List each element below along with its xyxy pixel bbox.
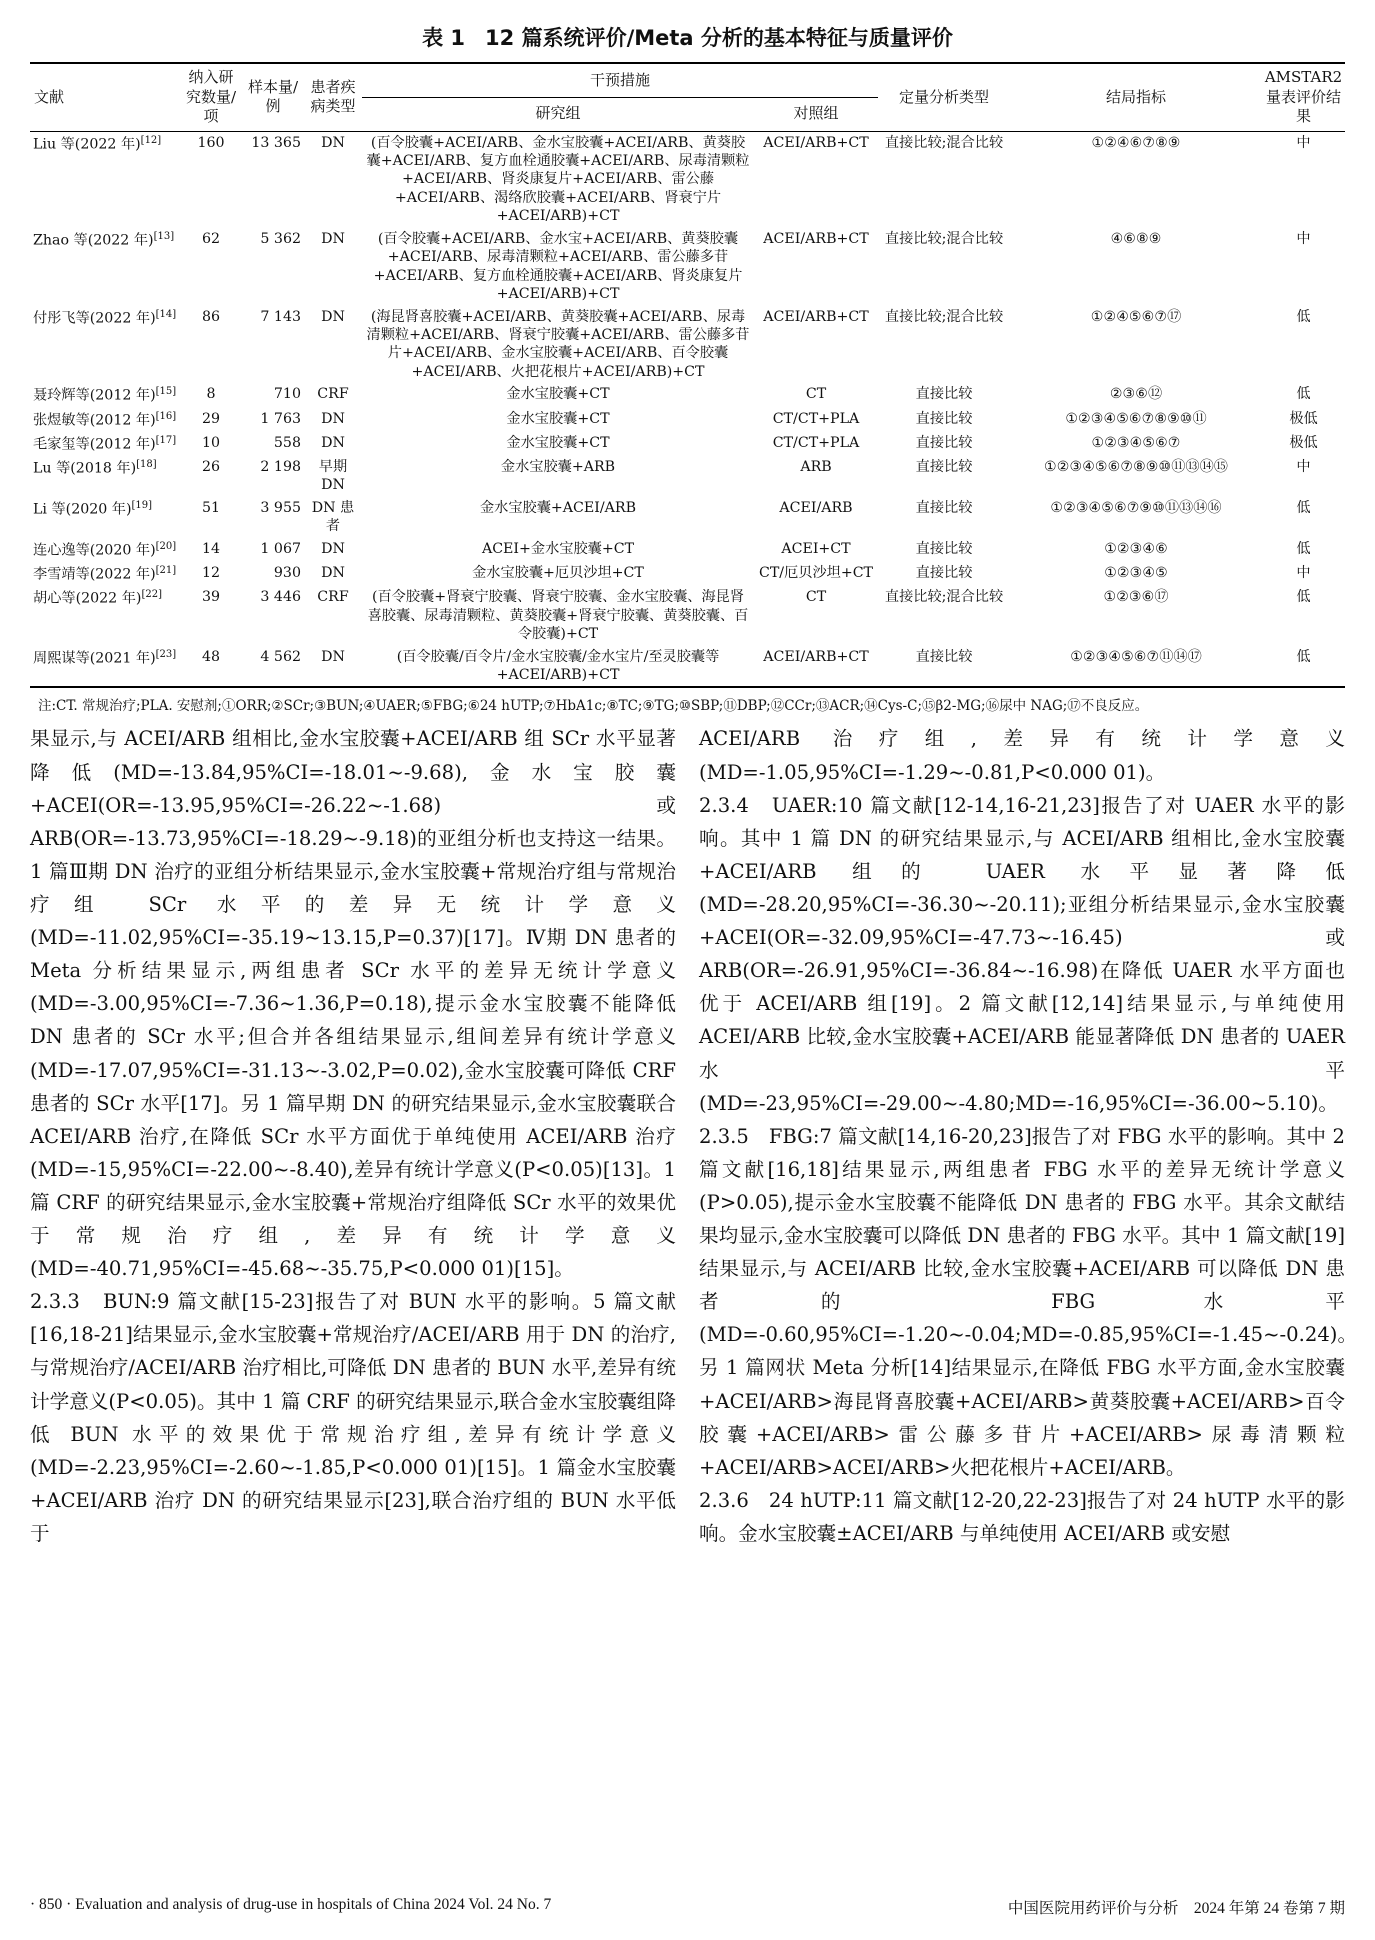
cell-study: 金水宝胶囊+ACEI/ARB <box>479 499 637 516</box>
citation: [14] <box>155 308 177 320</box>
cell-amstar: 中 <box>1296 564 1311 581</box>
table-row <box>30 306 1345 384</box>
cell-disease: DN <box>321 434 345 451</box>
citation: [15] <box>155 386 177 398</box>
page-footer <box>30 1896 1345 1918</box>
citation: [21] <box>155 564 177 576</box>
cell-amstar: 低 <box>1296 648 1311 665</box>
cell-n: 86 <box>201 308 221 325</box>
cell-outcomes: ①②③④⑤⑥⑦⑨⑩⑪⑬⑭⑯ <box>1050 499 1222 516</box>
cell-sample: 1 763 <box>260 410 301 427</box>
cell-disease: DN 患者 <box>311 499 355 535</box>
table-row <box>30 432 1345 456</box>
table-title: 12 篇系统评价/Meta 分析的基本特征与质量评价 <box>485 26 953 50</box>
cell-analysis: 直接比较 <box>915 648 973 665</box>
citation: [17] <box>155 434 177 446</box>
cell-study: ACEI+金水宝胶囊+CT <box>481 540 635 557</box>
cell-control: CT/CT+PLA <box>772 410 860 427</box>
cell-n: 8 <box>206 386 216 403</box>
cell-disease: 早期 DN <box>318 458 348 494</box>
header-analysis: 定量分析类型 <box>899 87 990 106</box>
cell-n: 14 <box>201 540 221 557</box>
cell-amstar: 中 <box>1296 458 1311 475</box>
paragraph: 2.3.4 UAER:10 篇文献[12-14,16-21,23]报告了对 UAER 水平的影响。其中 1 篇 DN 的研究结果显示,与 ACEI/ARB 组相比,金水宝胶囊+ACEI/ARB 组的 UAER 水平显著降低(MD=-28.20,95%CI=-36.30~-20.11);亚组分析结果显示,金水宝胶囊+ACEI(OR=-32.09,95%CI=-47.73~-16.45)或 ARB(OR=-26.91,95%CI=-36.84~-16.98)在降低 UAER 水平方面也优于 ACEI/ARB 组[19]。2 篇文献[12,14]结果显示,与单纯使用 ACEI/ARB 比较,金水宝胶囊+ACEI/ARB 能显著降低 DN 患者的 UAER 水平(MD=-23,95%CI=-29.00~-4.80;MD=-16,95%CI=-36.00~5.10)。 <box>699 793 1345 1115</box>
cell-analysis: 直接比较 <box>915 458 973 475</box>
cell-n: 10 <box>201 434 221 451</box>
cell-control: ARB <box>800 458 832 475</box>
cell-analysis: 直接比较 <box>915 564 973 581</box>
cell-sample: 4 562 <box>260 648 301 665</box>
cell-study: 金水宝胶囊+CT <box>506 410 610 427</box>
citation: [23] <box>155 648 177 660</box>
cell-analysis: 直接比较 <box>915 540 973 557</box>
header-amstar: AMSTAR2量表评价结果 <box>1264 68 1343 125</box>
cell-sample: 558 <box>273 434 301 451</box>
table-row <box>30 131 1345 228</box>
cell-ref: 付彤飞等(2022 年)[14] <box>33 308 177 327</box>
right-column <box>699 722 1358 1550</box>
header-outcomes: 结局指标 <box>1106 87 1167 106</box>
cell-disease: DN <box>321 230 345 247</box>
header-control-group: 对照组 <box>793 104 839 123</box>
cell-control: ACEI/ARB+CT <box>763 230 869 247</box>
table-note: 注:CT. 常规治疗;PLA. 安慰剂;①ORR;②SCr;③BUN;④UAER;⑤FBG;⑥24 hUTP;⑦HbA1c;⑧TC;⑨TG;⑩SBP;⑪DBP;⑫CCr;⑬ACR;⑭Cys-C;⑮β2-MG;⑯尿中 NAG;⑰不良反应。 <box>38 698 1149 715</box>
cell-disease: DN <box>321 410 345 427</box>
paragraph: ACEI/ARB 治疗组,差异有统计学意义(MD=-1.05,95%CI=-1.29~-0.81,P<0.000 01)。 <box>699 727 1345 784</box>
cell-outcomes: ①②③④⑤⑥⑦⑧⑨⑩⑪ <box>1065 410 1207 427</box>
body-text <box>30 722 1358 1550</box>
cell-control: ACEI/ARB+CT <box>763 648 869 665</box>
cell-amstar: 低 <box>1296 499 1311 516</box>
cell-study: 金水宝胶囊+CT <box>506 434 610 451</box>
citation: [18] <box>136 458 157 470</box>
cell-n: 26 <box>201 458 221 475</box>
cell-study: (百令胶囊+ACEI/ARB、金水宝胶囊+ACEI/ARB、黄葵胶囊+ACEI/ARB、复方血栓通胶囊+ACEI/ARB、尿毒清颗粒+ACEI/ARB、肾炎康复片+ACEI/ARB、雷公藤+ACEI/ARB、渴络欣胶囊+ACEI/ARB、肾衰宁片+ACEI/ARB)+CT <box>366 134 750 225</box>
cell-ref: 连心逸等(2020 年)[20] <box>33 540 177 559</box>
cell-ref: 周熙谋等(2021 年)[23] <box>33 648 177 667</box>
cell-ref: 聂玲辉等(2012 年)[15] <box>33 386 177 405</box>
cell-analysis: 直接比较 <box>915 386 973 403</box>
characteristics-table <box>30 62 1345 688</box>
cell-amstar: 低 <box>1296 386 1311 403</box>
cell-amstar: 低 <box>1296 308 1311 325</box>
cell-outcomes: ①②④⑤⑥⑦⑰ <box>1090 308 1182 325</box>
cell-n: 48 <box>201 648 221 665</box>
cell-disease: DN <box>321 648 345 665</box>
cell-n: 51 <box>201 499 221 516</box>
cell-control: ACEI+CT <box>781 540 851 557</box>
table-row <box>30 408 1345 432</box>
footer-right: 中国医院用药评价与分析 2024 年第 24 卷第 7 期 <box>1007 1900 1345 1917</box>
cell-disease: DN <box>321 564 345 581</box>
cell-ref: 李雪靖等(2022 年)[21] <box>33 564 177 583</box>
cell-ref: Lu 等(2018 年)[18] <box>33 458 157 477</box>
cell-disease: CRF <box>317 386 349 403</box>
cell-study: (百令胶囊/百令片/金水宝胶囊/金水宝片/至灵胶囊等+ACEI/ARB)+CT <box>396 648 720 683</box>
table-row <box>30 497 1345 538</box>
cell-sample: 3 446 <box>260 589 301 606</box>
table-caption <box>30 22 1345 52</box>
cell-sample: 3 955 <box>260 499 301 516</box>
cell-ref: 胡心等(2022 年)[22] <box>33 589 162 607</box>
cell-outcomes: ①②③④⑤⑥⑦⑪⑭⑰ <box>1070 648 1202 665</box>
cell-outcomes: ①②③④⑤ <box>1104 564 1168 581</box>
cell-sample: 2 198 <box>260 458 301 475</box>
cell-outcomes: ②③⑥⑫ <box>1109 386 1163 403</box>
cell-control: ACEI/ARB <box>779 499 853 516</box>
cell-outcomes: ①②③⑥⑰ <box>1103 589 1169 606</box>
cell-sample: 7 143 <box>260 308 301 325</box>
cell-outcomes: ④⑥⑧⑨ <box>1110 230 1162 247</box>
citation: [19] <box>131 499 153 511</box>
table-row <box>30 562 1345 586</box>
cell-study: 金水宝胶囊+厄贝沙坦+CT <box>472 564 644 581</box>
cell-amstar: 中 <box>1296 134 1311 151</box>
cell-analysis: 直接比较;混合比较 <box>884 230 1004 247</box>
citation: [20] <box>155 540 177 552</box>
cell-ref: 毛家玺等(2012 年)[17] <box>33 434 177 453</box>
cell-analysis: 直接比较 <box>915 499 973 516</box>
header-sample: 样本量/例 <box>247 77 299 116</box>
cell-outcomes: ①②③④⑥ <box>1104 540 1168 557</box>
cell-control: CT <box>805 386 827 403</box>
table-row <box>30 456 1345 497</box>
cell-analysis: 直接比较;混合比较 <box>884 589 1004 606</box>
table-row <box>30 538 1345 562</box>
cell-outcomes: ①②③④⑤⑥⑦⑧⑨⑩⑪⑬⑭⑮ <box>1044 458 1228 475</box>
cell-disease: DN <box>321 134 345 151</box>
cell-disease: DN <box>321 540 345 557</box>
cell-sample: 5 362 <box>260 230 301 247</box>
cell-disease: CRF <box>317 589 349 606</box>
cell-analysis: 直接比较;混合比较 <box>884 134 1004 151</box>
cell-n: 160 <box>197 134 225 151</box>
cell-analysis: 直接比较;混合比较 <box>884 308 1004 325</box>
header-disease: 患者疾病类型 <box>310 77 356 116</box>
cell-amstar: 低 <box>1296 540 1311 557</box>
cell-analysis: 直接比较 <box>915 410 973 427</box>
cell-ref: Zhao 等(2022 年)[13] <box>33 230 175 249</box>
page <box>30 18 1358 1550</box>
cell-study: (百令胶囊+肾衰宁胶囊、肾衰宁胶囊、金水宝胶囊、海昆肾喜胶囊、尿毒清颗粒、黄葵胶囊+肾衰宁胶囊、黄葵胶囊、百令胶囊)+CT <box>367 589 749 643</box>
cell-amstar: 极低 <box>1289 434 1318 451</box>
header-intervention: 干预措施 <box>362 63 878 97</box>
cell-study: (海昆肾喜胶囊+ACEI/ARB、黄葵胶囊+ACEI/ARB、尿毒清颗粒+ACEI/ARB、肾衰宁胶囊+ACEI/ARB、雷公藤多苷片+ACEI/ARB、金水宝胶囊+ACEI/ARB、百令胶囊+ACEI/ARB、火把花根片+ACEI/ARB)+CT <box>366 308 750 380</box>
paragraph: 果显示,与 ACEI/ARB 组相比,金水宝胶囊+ACEI/ARB 组 SCr 水平显著降低(MD=-13.84,95%CI=-18.01~-9.68),金水宝胶囊+ACEI(OR=-13.95,95%CI=-26.22~-1.68)或 ARB(OR=-13.73,95%CI=-18.29~-9.18)的亚组分析也支持这一结果。1 篇Ⅲ期 DN 治疗的亚组分析结果显示,金水宝胶囊+常规治疗组与常规治疗组 SCr 水平的差异无统计学意义(MD=-11.02,95%CI=-35.19~13.15,P=0.37)[17]。Ⅳ期 DN 患者的 Meta 分析结果显示,两组患者 SCr 水平的差异无统计学意义(MD=-3.00,95%CI=-7.36~1.36,P=0.18),提示金水宝胶囊不能降低 DN 患者的 SCr 水平;但合并各组结果显示,组间差异有统计学意义(MD=-17.07,95%CI=-31.13~-3.02,P=0.02),金水宝胶囊可降低 CRF 患者的 SCr 水平[17]。另 1 篇早期 DN 的研究结果显示,金水宝胶囊联合 ACEI/ARB 治疗,在降低 SCr 水平方面优于单纯使用 ACEI/ARB 治疗(MD=-15,95%CI=-22.00~-8.40),差异有统计学意义(P<0.05)[13]。1 篇 CRF 的研究结果显示,金水宝胶囊+常规治疗组降低 SCr 水平的效果优于常规治疗组,差异有统计学意义(MD=-40.71,95%CI=-45.68~-35.75,P<0.000 01)[15]。 <box>30 727 676 1281</box>
table-row <box>30 646 1345 688</box>
cell-ref: Liu 等(2022 年)[12] <box>33 134 162 153</box>
table-row <box>30 383 1345 407</box>
cell-outcomes: ①②④⑥⑦⑧⑨ <box>1091 134 1181 151</box>
cell-control: CT/厄贝沙坦+CT <box>758 564 874 581</box>
cell-n: 62 <box>201 230 221 247</box>
citation: [13] <box>153 230 175 242</box>
paragraph: 2.3.3 BUN:9 篇文献[15-23]报告了对 BUN 水平的影响。5 篇文献[16,18-21]结果显示,金水宝胶囊+常规治疗/ACEI/ARB 用于 DN 的治疗,与常规治疗/ACEI/ARB 治疗相比,可降低 DN 患者的 BUN 水平,差异有统计学意义(P<0.05)。其中 1 篇 CRF 的研究结果显示,联合金水宝胶囊组降低 BUN 水平的效果优于常规治疗组,差异有统计学意义(MD=-2.23,95%CI=-2.60~-1.85,P<0.000 01)[15]。1 篇金水宝胶囊+ACEI/ARB 治疗 DN 的研究结果显示[23],联合治疗组的 BUN 水平低于 <box>30 1290 677 1546</box>
cell-sample: 1 067 <box>260 540 301 557</box>
cell-study: 金水宝胶囊+ARB <box>500 458 616 475</box>
cell-amstar: 中 <box>1296 230 1311 247</box>
cell-ref: Li 等(2020 年)[19] <box>33 499 153 518</box>
cell-sample: 930 <box>273 564 301 581</box>
header-study-group: 研究组 <box>535 104 581 123</box>
left-column <box>30 722 676 1550</box>
cell-analysis: 直接比较 <box>915 434 973 451</box>
citation: [22] <box>141 589 162 601</box>
cell-control: ACEI/ARB+CT <box>763 308 869 325</box>
footer-left: · 850 · Evaluation and analysis of drug-use in hospitals of China 2024 Vol. 24 No. 7 <box>30 1896 552 1913</box>
cell-n: 12 <box>201 564 221 581</box>
table-row <box>30 228 1345 306</box>
cell-amstar: 极低 <box>1289 410 1318 427</box>
cell-study: (百令胶囊+ACEI/ARB、金水宝+ACEI/ARB、黄葵胶囊+ACEI/ARB、尿毒清颗粒+ACEI/ARB、雷公藤多苷+ACEI/ARB、复方血栓通胶囊+ACEI/ARB、肾炎康复片+ACEI/ARB)+CT <box>373 230 743 303</box>
header-ref: 文献 <box>34 87 65 106</box>
cell-control: CT/CT+PLA <box>772 434 860 451</box>
cell-control: CT <box>805 589 827 606</box>
cell-sample: 710 <box>273 386 301 403</box>
paragraph: 2.3.5 FBG:7 篇文献[14,16-20,23]报告了对 FBG 水平的影响。其中 2 篇文献[16,18]结果显示,两组患者 FBG 水平的差异无统计学意义(P>0.05),提示金水宝胶囊不能降低 DN 患者的 FBG 水平。其余文献结果均显示,金水宝胶囊可以降低 DN 患者的 FBG 水平。其中 1 篇文献[19]结果显示,与 ACEI/ARB 比较,金水宝胶囊+ACEI/ARB 可以降低 DN 患者的 FBG 水平(MD=-0.60,95%CI=-1.20~-0.04;MD=-0.85,95%CI=-1.45~-0.24)。另 1 篇网状 Meta 分析[14]结果显示,在降低 FBG 水平方面,金水宝胶囊+ACEI/ARB>海昆肾喜胶囊+ACEI/ARB>黄葵胶囊+ACEI/ARB>百令胶囊+ACEI/ARB>雷公藤多苷片+ACEI/ARB>尿毒清颗粒+ACEI/ARB>ACEI/ARB>火把花根片+ACEI/ARB。 <box>699 1124 1358 1479</box>
cell-outcomes: ①②③④⑤⑥⑦ <box>1091 434 1181 451</box>
cell-ref: 张煜敏等(2012 年)[16] <box>33 410 177 429</box>
cell-n: 39 <box>201 589 221 606</box>
cell-disease: DN <box>321 308 345 325</box>
cell-study: 金水宝胶囊+CT <box>506 386 610 403</box>
table-row <box>30 586 1345 645</box>
paragraph: 2.3.6 24 hUTP:11 篇文献[12-20,22-23]报告了对 24 hUTP 水平的影响。金水宝胶囊±ACEI/ARB 与单纯使用 ACEI/ARB 或安慰 <box>699 1488 1345 1546</box>
citation: [16] <box>155 410 177 422</box>
cell-sample: 13 365 <box>251 134 301 151</box>
header-n-studies: 纳入研究数量/项 <box>185 68 237 125</box>
cell-n: 29 <box>201 410 221 427</box>
cell-control: ACEI/ARB+CT <box>763 134 869 151</box>
table-label: 表 1 <box>422 26 466 50</box>
cell-amstar: 低 <box>1296 589 1311 606</box>
citation: [12] <box>140 134 162 146</box>
